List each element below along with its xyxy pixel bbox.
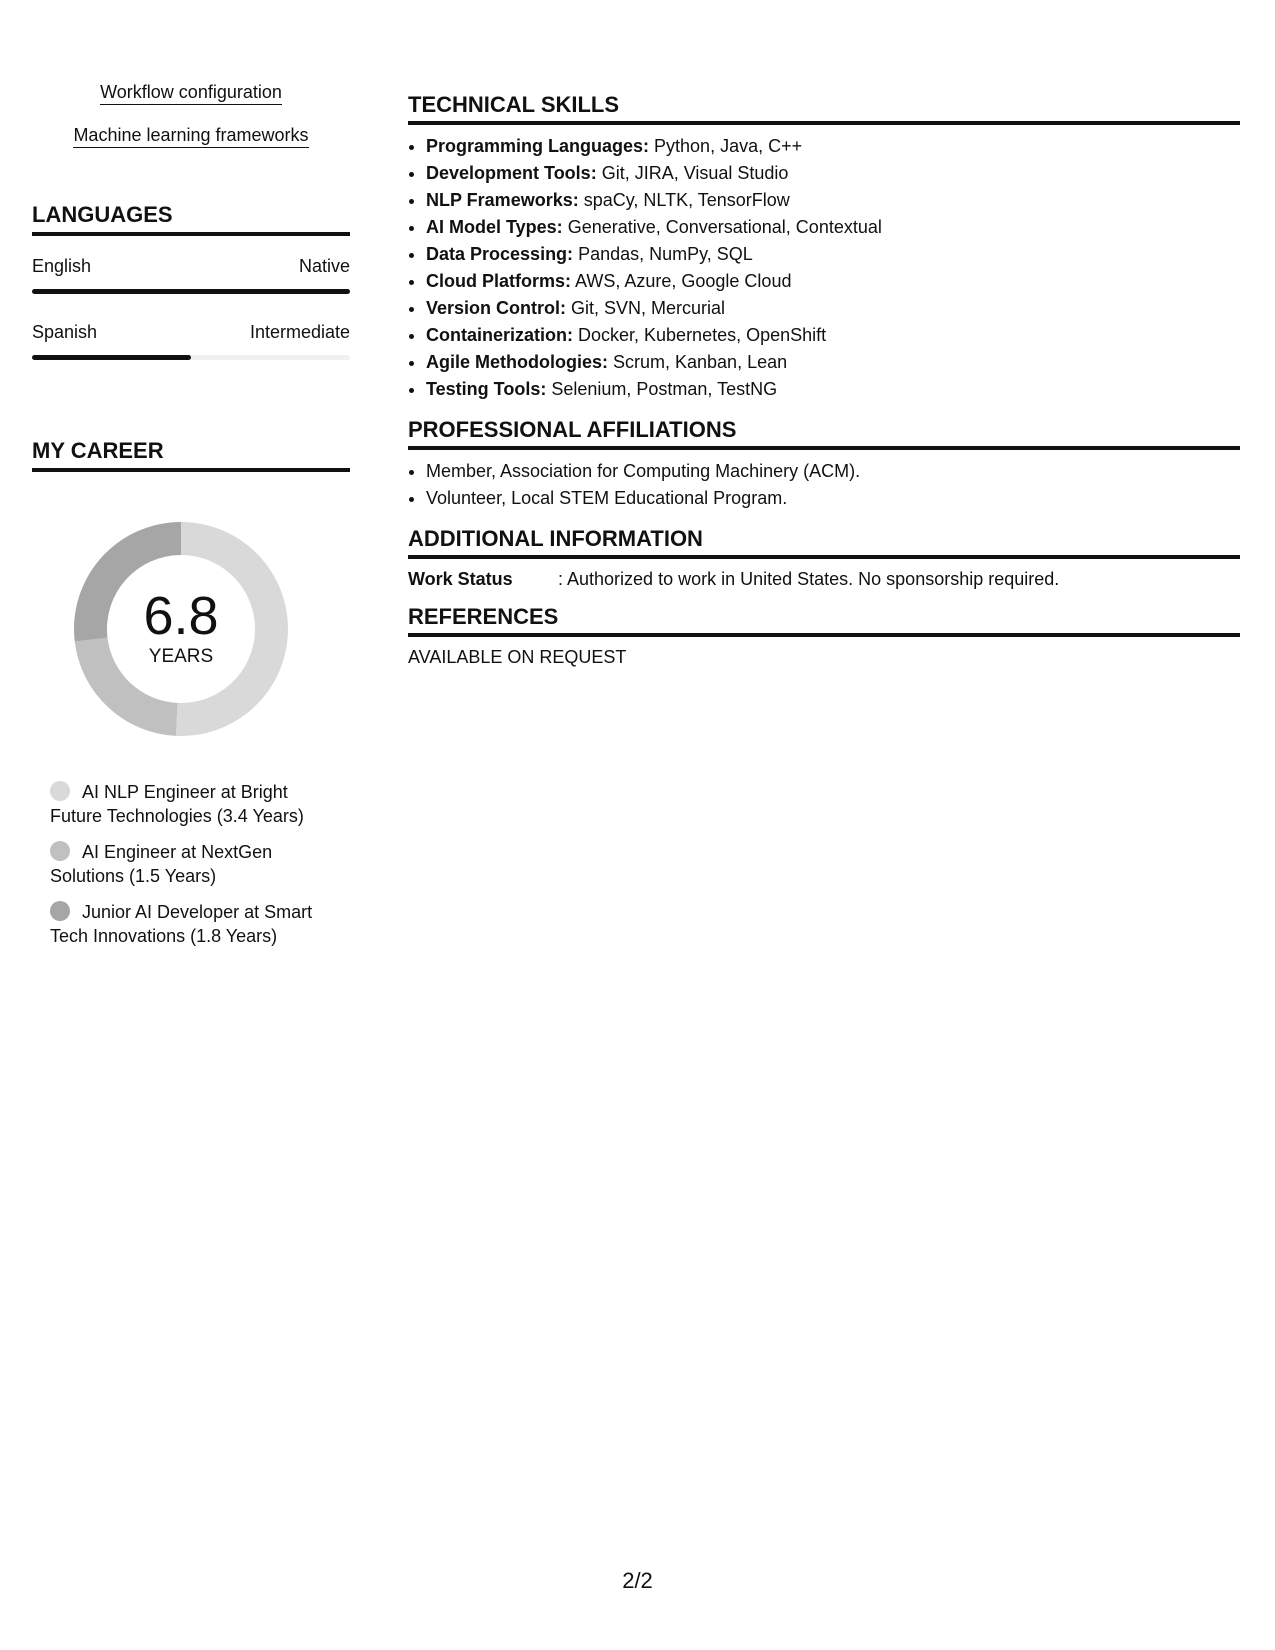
career-legend-label: AI Engineer at NextGen Solutions (1.5 Years) xyxy=(50,842,273,886)
career-legend-label: Junior AI Developer at Smart Tech Innovations (1.8 Years) xyxy=(50,902,313,946)
career-legend-item xyxy=(50,840,330,888)
skill-value: Selenium, Postman, TestNG xyxy=(546,379,778,399)
skill-item xyxy=(426,214,1240,241)
work-status-row xyxy=(408,569,1240,590)
skill-label: Containerization: xyxy=(426,325,573,345)
language-row xyxy=(32,256,350,277)
technical-skills-heading: TECHNICAL SKILLS xyxy=(408,92,1240,125)
language-proficiency-fill xyxy=(32,289,350,294)
skill-item xyxy=(426,268,1240,295)
career-total-value: 6.8 xyxy=(143,586,219,646)
career-heading: MY CAREER xyxy=(32,438,350,472)
career-section xyxy=(32,438,350,948)
skill-value: Git, JIRA, Visual Studio xyxy=(596,163,789,183)
skill-label: Agile Methodologies: xyxy=(426,352,608,372)
skill-tag: Machine learning frameworks xyxy=(73,125,308,148)
skill-value: Docker, Kubernetes, OpenShift xyxy=(573,325,827,345)
page-number: 2/2 xyxy=(622,1568,653,1593)
skill-label: AI Model Types: xyxy=(426,217,563,237)
sidebar xyxy=(32,82,350,960)
skill-item xyxy=(426,241,1240,268)
affiliation-item: • Volunteer, Local STEM Educational Program. xyxy=(426,485,1240,512)
skill-tag: Workflow configuration xyxy=(100,82,282,105)
donut-center xyxy=(66,514,296,744)
skill-tags xyxy=(32,82,350,168)
skill-label: Version Control: xyxy=(426,298,567,318)
language-name: Spanish xyxy=(32,322,98,342)
legend-dot-icon xyxy=(50,841,70,861)
skill-item xyxy=(426,376,1240,403)
technical-skills-section xyxy=(408,92,1240,403)
career-donut-chart xyxy=(66,514,296,744)
skill-label: Cloud Platforms: xyxy=(426,271,572,291)
languages-heading: LANGUAGES xyxy=(32,202,350,236)
skill-value: spaCy, NLTK, TensorFlow xyxy=(578,190,790,210)
skill-item xyxy=(426,295,1240,322)
skill-value: AWS, Azure, Google Cloud xyxy=(571,271,792,291)
skill-label: Testing Tools: xyxy=(426,379,547,399)
affiliation-item: • Member, Association for Computing Machinery (ACM). xyxy=(426,458,1240,485)
skill-label: Development Tools: xyxy=(426,163,597,183)
technical-skills-list xyxy=(408,133,1240,403)
skill-value: Pandas, NumPy, SQL xyxy=(573,244,753,264)
language-proficiency-bar xyxy=(32,355,350,360)
language-proficiency-fill xyxy=(32,355,191,360)
skill-item xyxy=(426,349,1240,376)
affiliations-section xyxy=(408,417,1240,512)
affiliations-list xyxy=(408,458,1240,512)
career-legend-item xyxy=(50,900,330,948)
skill-value: Scrum, Kanban, Lean xyxy=(608,352,788,372)
affiliations-heading: PROFESSIONAL AFFILIATIONS xyxy=(408,417,1240,450)
skill-label: NLP Frameworks: xyxy=(426,190,579,210)
language-level: Native xyxy=(298,256,350,276)
career-legend-item xyxy=(50,780,330,828)
references-section xyxy=(408,604,1240,668)
main-content xyxy=(408,92,1240,668)
language-name: English xyxy=(32,256,92,276)
additional-info-heading: ADDITIONAL INFORMATION xyxy=(408,526,1240,559)
legend-dot-icon xyxy=(50,901,70,921)
references-heading: REFERENCES xyxy=(408,604,1240,637)
work-status-label: Work Status xyxy=(408,569,513,589)
languages-section xyxy=(32,202,350,360)
skill-item xyxy=(426,133,1240,160)
work-status-value: : Authorized to work in United States. No sponsorship required. xyxy=(558,569,1060,589)
additional-info-section xyxy=(408,526,1240,590)
language-proficiency-bar xyxy=(32,289,350,294)
skill-value: Generative, Conversational, Contextual xyxy=(562,217,882,237)
skill-label: Data Processing: xyxy=(426,244,574,264)
skill-item xyxy=(426,160,1240,187)
language-level: Intermediate xyxy=(249,322,350,342)
skill-item xyxy=(426,322,1240,349)
language-row xyxy=(32,322,350,343)
references-text: AVAILABLE ON REQUEST xyxy=(408,647,627,667)
skill-label: Programming Languages: xyxy=(426,136,650,156)
skill-value: Git, SVN, Mercurial xyxy=(566,298,726,318)
legend-dot-icon xyxy=(50,781,70,801)
career-legend xyxy=(50,780,350,948)
skill-item xyxy=(426,187,1240,214)
skill-value: Python, Java, C++ xyxy=(649,136,803,156)
career-total-unit: YEARS xyxy=(148,646,214,667)
career-legend-label: AI NLP Engineer at Bright Future Technologies (3.4 Years) xyxy=(50,782,304,826)
